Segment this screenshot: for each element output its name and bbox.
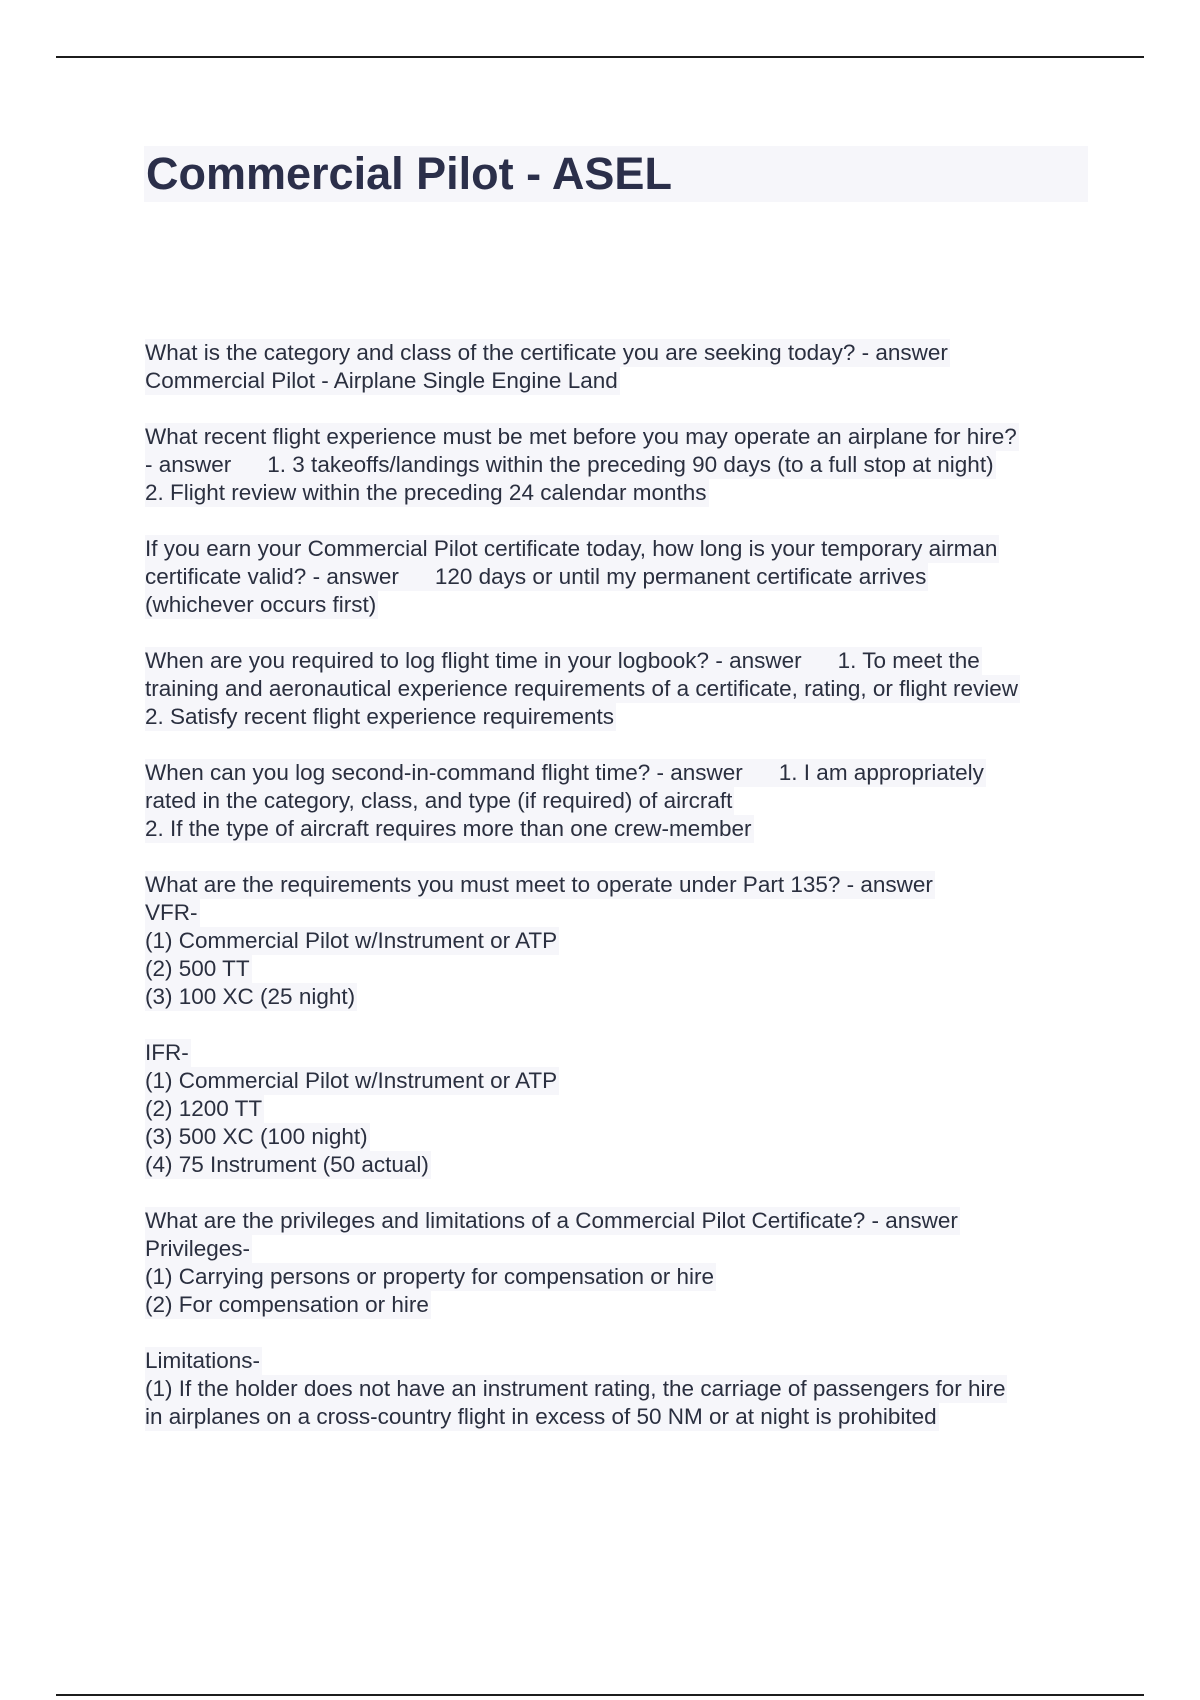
answer-text: (1) Carrying persons or property for compensation or hire	[145, 1264, 714, 1289]
answer-text: (whichever occurs first)	[145, 592, 377, 617]
answer-text: 120 days or until my permanent certificate arrives	[434, 564, 927, 589]
qa-list	[145, 339, 1090, 1459]
question-text: When are you required to log flight time in your logbook? - answer	[145, 648, 802, 673]
question-text: What is the category and class of the certificate you are seeking today? - answer	[145, 340, 948, 365]
answer-text: rated in the category, class, and type (if required) of aircraft	[145, 788, 733, 813]
answer-text: (3) 500 XC (100 night)	[145, 1124, 368, 1149]
answer-text: (1) Commercial Pilot w/Instrument or ATP	[145, 1068, 558, 1093]
qa-item	[145, 871, 1090, 1179]
answer-text: in airplanes on a cross-country flight in excess of 50 NM or at night is prohibited	[145, 1404, 937, 1429]
qa-item	[145, 647, 1090, 731]
question-text: certificate valid? - answer	[145, 564, 399, 589]
answer-text: (2) 1200 TT	[145, 1096, 263, 1121]
answer-text: Privileges-	[145, 1236, 251, 1261]
answer-text: Limitations-	[145, 1348, 261, 1373]
question-text: - answer	[145, 452, 232, 477]
qa-item	[145, 1207, 1090, 1431]
answer-text: VFR-	[145, 900, 198, 925]
question-text: What are the privileges and limitations of a Commercial Pilot Certificate? - answer	[145, 1208, 958, 1233]
answer-text: (2) 500 TT	[145, 956, 250, 981]
question-text: What are the requirements you must meet to operate under Part 135? - answer	[145, 872, 933, 897]
qa-item	[145, 759, 1090, 843]
answer-text: (3) 100 XC (25 night)	[145, 984, 356, 1009]
answer-text: IFR-	[145, 1040, 189, 1065]
top-rule	[56, 56, 1144, 58]
answer-text: (4) 75 Instrument (50 actual)	[145, 1152, 429, 1177]
question-text: When can you log second-in-command flight time? - answer	[145, 760, 743, 785]
qa-item	[145, 423, 1090, 507]
answer-text: Commercial Pilot - Airplane Single Engine Land	[145, 368, 618, 393]
answer-text: 1. I am appropriately	[778, 760, 984, 785]
answer-text: 2. If the type of aircraft requires more than one crew-member	[145, 816, 752, 841]
answer-text: (2) For compensation or hire	[145, 1292, 429, 1317]
page-title: Commercial Pilot - ASEL	[146, 148, 672, 199]
question-text: What recent flight experience must be met before you may operate an airplane for hire?	[145, 424, 1017, 449]
question-text: If you earn your Commercial Pilot certificate today, how long is your temporary airman	[145, 536, 998, 561]
bottom-rule	[56, 1694, 1144, 1696]
answer-text: (1) If the holder does not have an instrument rating, the carriage of passengers for hire	[145, 1376, 1006, 1401]
answer-text: (1) Commercial Pilot w/Instrument or ATP	[145, 928, 558, 953]
answer-text: 1. 3 takeoffs/landings within the preceding 90 days (to a full stop at night)	[267, 452, 994, 477]
answer-text: 1. To meet the	[837, 648, 980, 673]
qa-item	[145, 535, 1090, 619]
qa-item	[145, 339, 1090, 395]
answer-text: 2. Satisfy recent flight experience requirements	[145, 704, 614, 729]
answer-text: training and aeronautical experience requirements of a certificate, rating, or flight review	[145, 676, 1018, 701]
answer-text: 2. Flight review within the preceding 24 calendar months	[145, 480, 707, 505]
